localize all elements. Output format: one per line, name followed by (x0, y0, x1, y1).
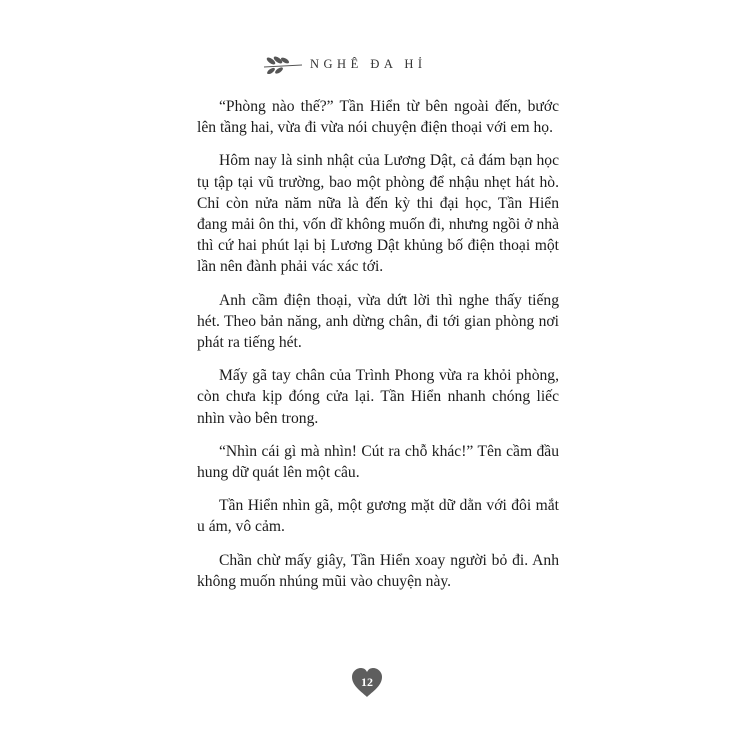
paragraph: Mấy gã tay chân của Trình Phong vừa ra khỏi phòng, còn chưa kịp đóng cửa lại. Tần Hiển nhanh chóng liếc nhìn vào bên trong. (197, 367, 559, 427)
paragraph: Tần Hiển nhìn gã, một gương mặt dữ dằn với đôi mắt u ám, vô cảm. (197, 497, 559, 536)
paragraph: Chần chừ mấy giây, Tần Hiển xoay người bỏ đi. Anh không muốn nhúng mũi vào chuyện này. (197, 551, 559, 590)
book-title: NGHÊ ĐA HỈ (310, 56, 427, 71)
page-body (197, 96, 559, 604)
paragraph: Hôm nay là sinh nhật của Lương Dật, cả đám bạn học tụ tập tại vũ trường, bao một phòng để nhậu nhẹt hát hò. Chỉ còn nửa năm nữa là đến kỳ thi đại học, Tần Hiển đang mải ôn thi, vốn dĩ không muốn đi, nhưng ngồi ở nhà thì cứ hai phút lại bị Lương Dật khủng bố điện thoại một lần nên đành phải vác xác tới. (197, 152, 559, 276)
paragraph: “Phòng nào thế?” Tần Hiển từ bên ngoài đến, bước lên tầng hai, vừa đi vừa nói chuyện điện thoại với em họ. (197, 98, 559, 137)
running-header (262, 54, 427, 74)
page-number: 12 (361, 675, 373, 689)
leaf-sprig-icon (262, 54, 304, 74)
paragraph: “Nhìn cái gì mà nhìn! Cút ra chỗ khác!” Tên cầm đầu hung dữ quát lên một câu. (197, 442, 559, 482)
page-number-badge (350, 666, 384, 700)
paragraph: Anh cầm điện thoại, vừa dứt lời thì nghe thấy tiếng hét. Theo bản năng, anh dừng chân, đi tới gian phòng nơi phát ra tiếng hét. (197, 291, 559, 352)
